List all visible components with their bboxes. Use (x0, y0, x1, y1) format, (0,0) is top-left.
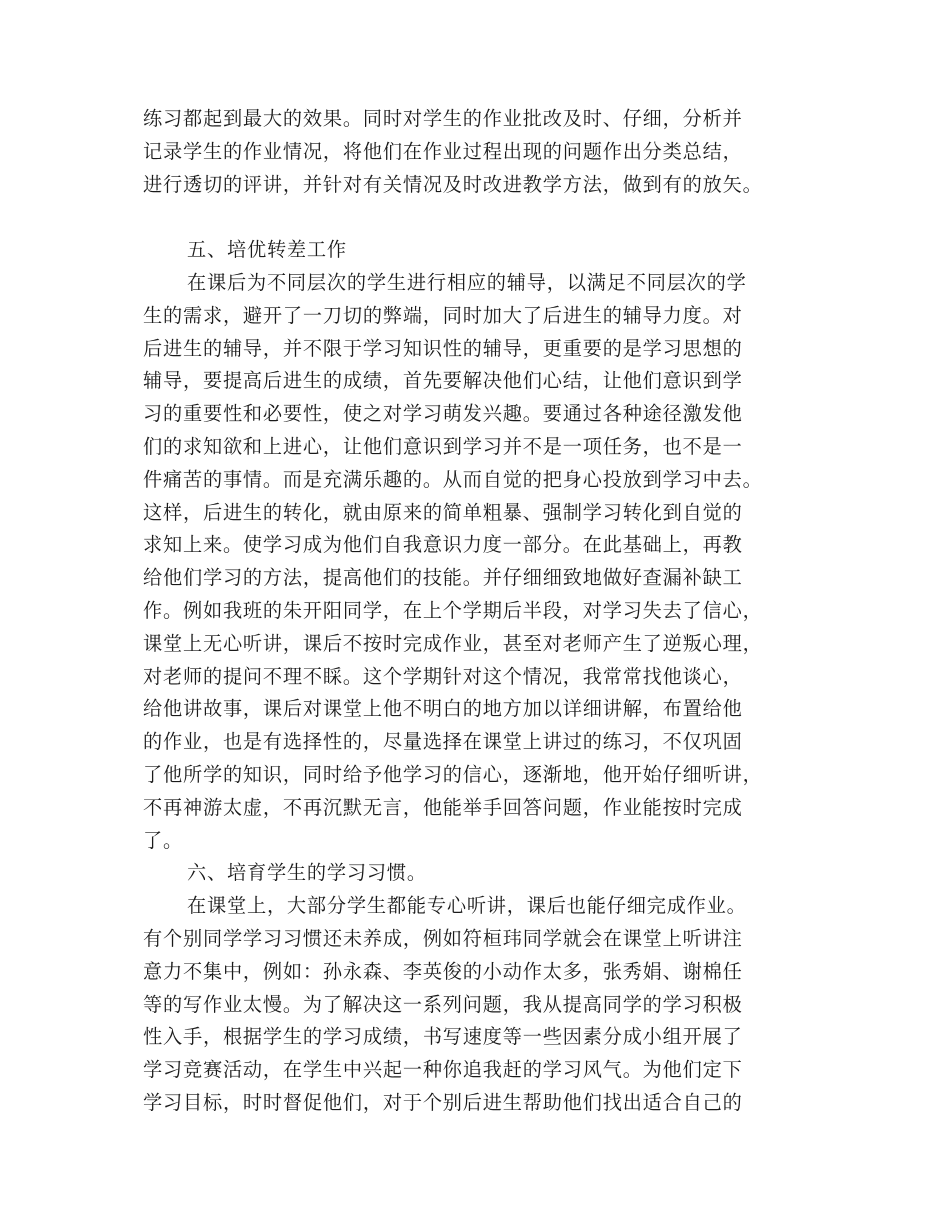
text-line: 对老师的提问不理不睬。这个学期针对这个情况，我常常找他谈心， (143, 664, 743, 688)
text-line: 了。 (143, 828, 183, 852)
text-line: 给他讲故事，课后对课堂上他不明白的地方加以详细讲解，布置给他 (143, 697, 743, 721)
text-line: 在课堂上，大部分学生都能专心听讲，课后也能仔细完成作业。 (187, 894, 747, 918)
text-line: 进行透切的评讲，并针对有关情况及时改进教学方法，做到有的放矢。 (143, 172, 763, 196)
text-line: 后进生的辅导，并不限于学习知识性的辅导，更重要的是学习思想的 (143, 336, 743, 360)
text-line: 练习都起到最大的效果。同时对学生的作业批改及时、仔细，分析并 (143, 107, 743, 130)
document-body (143, 103, 807, 1120)
section-6-paragraph (143, 890, 807, 1120)
text-line: 辅导，要提高后进生的成绩，首先要解决他们心结，让他们意识到学 (143, 369, 743, 393)
text-line: 有个别同学学习习惯还未养成，例如符桓玮同学就会在课堂上听讲注 (143, 926, 743, 950)
text-line: 学习目标，时时督促他们，对于个别后进生帮助他们找出适合自己的 (143, 1090, 743, 1114)
text-line: 意力不集中，例如：孙永森、李英俊的小动作太多，张秀娟、谢棉任 (143, 959, 743, 983)
section-heading-6: 六、培育学生的学习习惯。 (187, 861, 427, 885)
section-5-paragraph (143, 267, 807, 857)
text-line: 件痛苦的事情。而是充满乐趣的。从而自觉的把身心投放到学习中去。 (143, 467, 763, 491)
text-line: 等的写作业太慢。为了解决这一系列问题，我从提高同学的学习积极 (143, 992, 743, 1016)
text-line: 课堂上无心听讲，课后不按时完成作业，甚至对老师产生了逆叛心理， (143, 631, 763, 655)
text-line: 习的重要性和必要性，使之对学习萌发兴趣。要通过各种途径激发他 (143, 402, 743, 426)
text-line: 学习竞赛活动，在学生中兴起一种你追我赶的学习风气。为他们定下 (143, 1058, 743, 1082)
text-line: 记录学生的作业情况，将他们在作业过程出现的问题作出分类总结， (143, 139, 743, 163)
text-line: 们的求知欲和上进心，让他们意识到学习并不是一项任务，也不是一 (143, 434, 743, 458)
text-line: 给他们学习的方法，提高他们的技能。并仔细细致地做好查漏补缺工 (143, 566, 743, 590)
text-line: 了他所学的知识，同时给予他学习的信心，逐渐地，他开始仔细听讲， (143, 762, 763, 786)
text-line: 在课后为不同层次的学生进行相应的辅导，以满足不同层次的学 (187, 270, 747, 294)
paragraph-continuation (143, 103, 807, 201)
paragraph-gap (143, 201, 807, 234)
text-line: 生的需求，避开了一刀切的弊端，同时加大了后进生的辅导力度。对 (143, 303, 743, 327)
text-line: 这样，后进生的转化，就由原来的简单粗暴、强制学习转化到自觉的 (143, 500, 743, 524)
text-line: 的作业，也是有选择性的，尽量选择在课堂上讲过的练习，不仅巩固 (143, 730, 743, 754)
text-line: 作。例如我班的朱开阳同学，在上个学期后半段，对学习失去了信心， (143, 598, 763, 622)
text-line: 性入手，根据学生的学习成绩，书写速度等一些因素分成小组开展了 (143, 1025, 743, 1049)
text-line: 不再神游太虚，不再沉默无言，他能举手回答问题，作业能按时完成 (143, 795, 743, 819)
section-heading-5: 五、培优转差工作 (187, 238, 347, 262)
text-line: 求知上来。使学习成为他们自我意识力度一部分。在此基础上，再教 (143, 533, 743, 557)
